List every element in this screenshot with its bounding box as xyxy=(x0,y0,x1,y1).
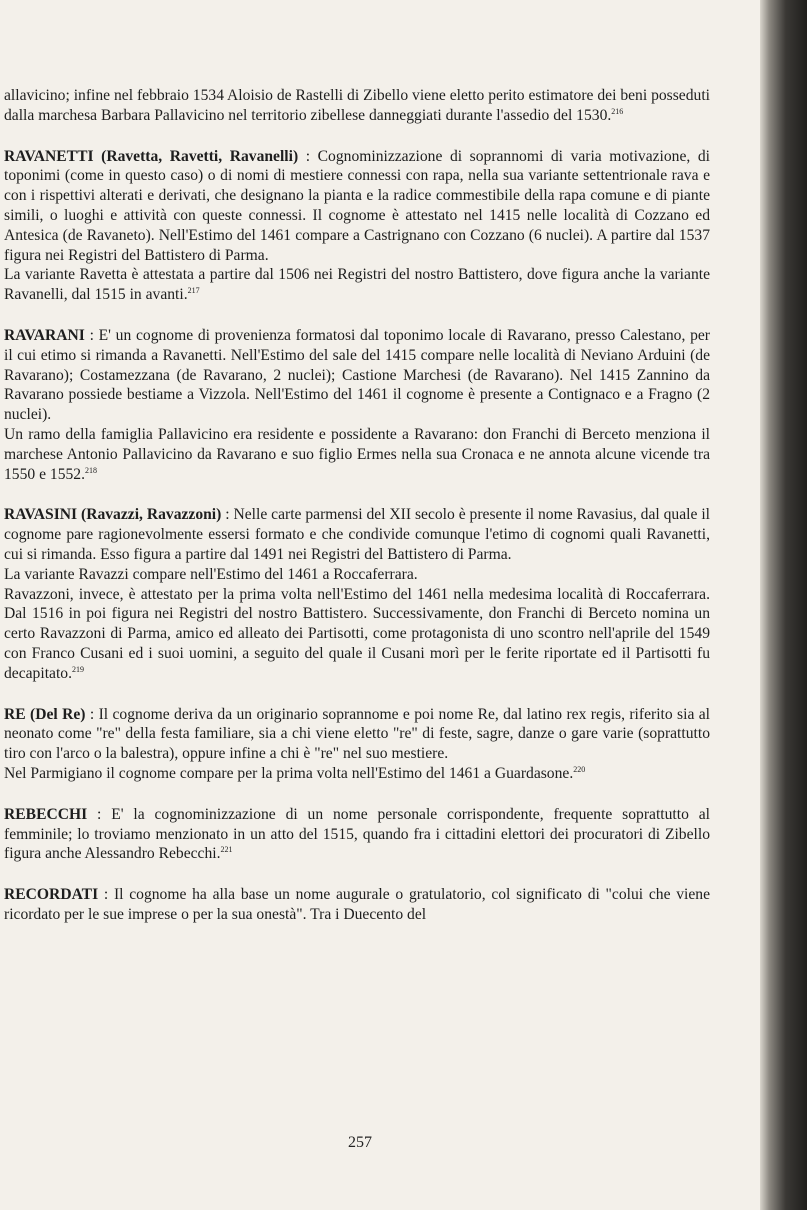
book-spine-shadow xyxy=(760,0,807,1210)
footnote-ref: 219 xyxy=(71,664,84,674)
entry-text: La variante Ravetta è attestata a partire dal 1506 nei Registri del nostro Battistero, dove figura anche la variante Ravanelli, dal 1515 in avanti. xyxy=(4,266,710,304)
entry-text: : E' un cognome di provenienza formatosi dal toponimo locale di Ravarano, presso Calestano, per il cui etimo si rimanda a Ravanetti. Nell'Estimo del sale del 1415 compare nelle località di Neviano Arduini (de Ravarano); Costamezzana (de Ravarano, 2 nuclei); Castione Marchesi (de Ravarano). Nel 1415 Zannino da Ravarano possiede bestiame a Vizzola. Nell'Estimo del 1461 il cognome è presente a Contignaco e a Fragno (2 nuclei). xyxy=(4,326,710,424)
footnote-ref: 220 xyxy=(573,764,586,774)
paragraph xyxy=(4,505,710,564)
footnote-ref: 218 xyxy=(85,465,97,475)
entry-text: : Il cognome ha alla base un nome augurale o gratulatorio, col significato di "colui che viene ricordato per le sue imprese o per la sua onestà". Tra i Duecento del xyxy=(4,886,710,923)
paragraph xyxy=(4,705,710,764)
entry-text: : Il cognome deriva da un originario soprannome e poi nome Re, dal latino rex regis, riferito sia al neonato come "re" della festa familiare, sia a chi viene eletto "re" di feste, sagre, danze o gare varie (soprattutto tiro con l'arco o la balestra), oppure infine a chi è "re" nel suo mestiere. xyxy=(4,705,710,763)
footnote-ref: 217 xyxy=(187,285,200,295)
paragraph xyxy=(4,147,710,266)
entry-pallavicino-continuation xyxy=(4,86,710,126)
paragraph xyxy=(4,585,710,684)
paragraph xyxy=(4,86,710,126)
entry-text: Nel Parmigiano il cognome compare per la prima volta nell'Estimo del 1461 a Guardasone. xyxy=(4,764,574,782)
entry-heading: RAVASINI (Ravazzi, Ravazzoni) xyxy=(4,506,222,524)
entry-text: La variante Ravazzi compare nell'Estimo del 1461 a Roccaferrara. xyxy=(4,565,418,583)
entry-ravarani xyxy=(4,326,710,484)
entry-text: Ravazzoni, invece, è attestato per la prima volta nell'Estimo del 1461 nella medesima località di Roccaferrara. Dal 1516 in poi figura nei Registri del nostro Battistero. Successivamente, don Franchi di Berceto nomina un certo Ravazzoni di Parma, amico ed alleato dei Partisotti, come protagonista di uno scontro nell'aprile del 1549 con Franco Cusani ed i suoi uomini, a seguito del quale il Cusani morì per le ferite riportate ed il Partisotti fu decapitato. xyxy=(4,585,710,682)
entry-heading: REBECCHI xyxy=(4,805,88,823)
entry-text: : E' la cognominizzazione di un nome personale corrispondente, frequente soprattutto al femminile; lo troviamo menzionato in un atto del 1515, quando fra i cittadini elettori dei procuratori di Zibello figura anche Alessandro Rebecchi. xyxy=(4,805,710,863)
paragraph xyxy=(4,805,710,864)
entry-text: : Nelle carte parmensi del XII secolo è presente il nome Ravasius, dal quale il cognome pare ragionevolmente essersi formato e che condivide comunque l'etimo di cognomi quali Ravanetti, cui si rimanda. Esso figura a partire dal 1491 nei Registri del Battistero di Parma. xyxy=(4,506,710,563)
entry-re xyxy=(4,705,710,784)
page-number: 257 xyxy=(348,1134,372,1151)
paragraph xyxy=(4,764,710,784)
paragraph xyxy=(4,885,710,925)
entry-text: : Cognominizzazione di soprannomi di varia motivazione, di toponimi (come in questo caso) o di nomi di mestiere connessi con rapa, nella sua variante settentrionale rava e con i rispettivi alterati e derivati, che designano la pianta e la radice commestibile della rapa comune e di piante simili, o luoghi e attività con queste connessi. Il cognome è attestato nel 1415 nelle località di Cozzano ed Antesica (de Ravaneto). Nell'Estimo del 1461 compare a Castrignano con Cozzano (6 nuclei). A partire dal 1537 figura nei Registri del Battistero di Parma. xyxy=(4,147,710,264)
entry-ravanetti xyxy=(4,147,710,305)
entry-heading: RAVARANI xyxy=(4,326,85,344)
entry-heading: RAVANETTI (Ravetta, Ravetti, Ravanelli) xyxy=(4,147,299,165)
entry-ravasini xyxy=(4,505,710,683)
footnote-ref: 221 xyxy=(220,845,233,855)
paragraph xyxy=(4,326,710,425)
entry-text: allavicino; infine nel febbraio 1534 Aloisio de Rastelli di Zibello viene eletto perito estimatore dei beni posseduti dalla marchesa Barbara Pallavicino nel territorio zibellese danneggiati durante l'assedio del 1530. xyxy=(4,87,710,124)
entry-text: Un ramo della famiglia Pallavicino era residente e possidente a Ravarano: don Franchi di Berceto menziona il marchese Antonio Pallavicino da Ravarano e suo figlio Ermes nella sua Cronaca e ne annota alcune vicende tra 1550 e 1552. xyxy=(4,425,710,483)
entry-recordati xyxy=(4,885,710,925)
page-text xyxy=(4,86,710,946)
entry-rebecchi xyxy=(4,805,710,864)
footnote-ref: 216 xyxy=(611,106,624,116)
paragraph xyxy=(4,425,710,484)
entry-heading: RECORDATI xyxy=(4,886,99,904)
paragraph xyxy=(4,265,710,305)
paragraph xyxy=(4,565,710,585)
entry-heading: RE (Del Re) xyxy=(4,705,86,723)
